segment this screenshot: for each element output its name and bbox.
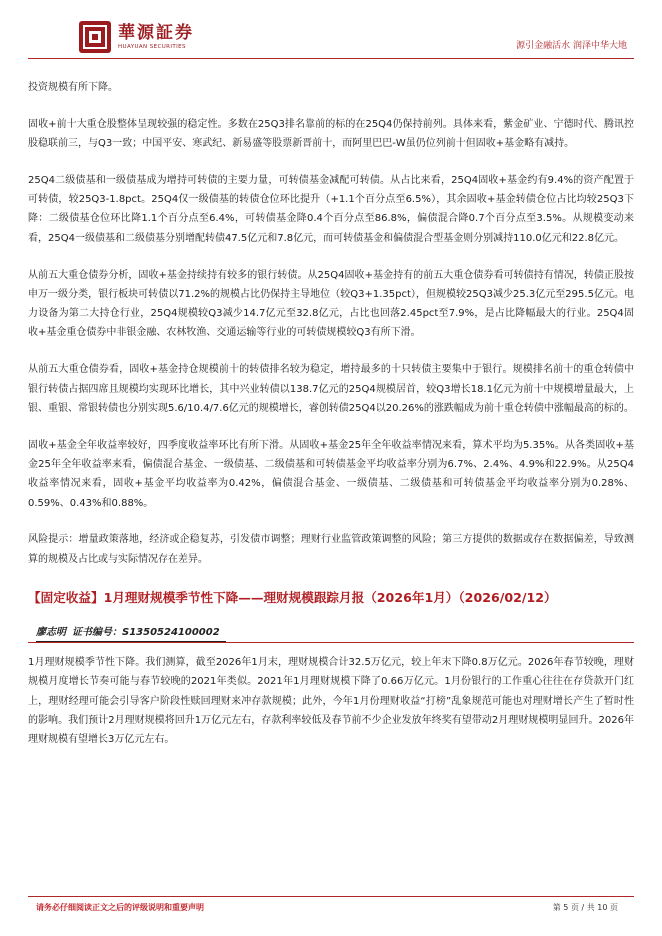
header-slogan: 源引金融活水 润泽中华大地: [516, 41, 627, 51]
page-header: [0, 0, 662, 64]
paragraph-wealth-scale: 1月理财规模季节性下降。我们测算，截至2026年1月末，理财规模合计32.5万亿元，较上年末下降0.8万亿元。2026年春节较晚，理财规模月度增长节奏可能与春节较晚的2021年类似。2021年1月理财规模下降了0.66万亿元。1月份银行的工作重心往往在存贷款开门红上，理财经理可能会引导客户阶段性赎回理财来冲存款规模；此外，今年1月份理财收益“打榜”乱象规范可能也对理财增长产生了暂时性的影响。我们预计2月理财规模将回升1万亿元左右，存款利率较低及春节前不少企业发放年终奖有望带动2月理财规模明显回升。2026年理财规模有望增长3万亿元左右。: [28, 656, 634, 746]
author-name: 廖志明: [36, 626, 66, 638]
logo-mark-icon: [78, 20, 112, 54]
paragraph-convertible-allocation: 25Q4二级债基和一级债基成为增持可转债的主要力量，可转债基金减配可转债。从占比来看，25Q4固收+基金约有9.4%的资产配置于可转债，较25Q3-1.8pct。25Q4仅一级债基的转债仓位环比提升（+1.1个百分点至6.5%），其余固收+基金转债仓位占比均较25Q3下降：二级债基仓位环比降1.1个百分点至6.4%，可转债基金降0.4个百分点至86.8%，偏债混合降0.7个百分点至3.5%。从规模变动来看，25Q4一级债基和二级债基分别增配转债47.5亿元和7.8亿元，而可转债基金和偏债混合型基金则分别减持110.0亿元和22.8亿元。: [28, 174, 634, 244]
header-divider: [28, 58, 634, 59]
paragraph-risk-warning: 风险提示：增量政策落地，经济或企稳复苏，引发债市调整；理财行业监管政策调整的风险；第三方提供的数据或存在数据偏差，导致测算的规模及占比或与实际情况存在差异。: [28, 534, 634, 565]
logo-english-name: HUAYUAN SECURITIES: [118, 43, 186, 50]
page-number: 第 5 页 / 共 10 页: [552, 903, 618, 912]
paragraph-investment-scale: 投资规模有所下降。: [28, 82, 118, 93]
author-cert-label: 证书编号：: [72, 626, 122, 638]
footer-disclaimer: 请务必仔细阅读正文之后的评级说明和重要声明: [36, 903, 204, 912]
author-line: [36, 625, 226, 642]
paragraph-returns: 固收+基金全年收益率较好，四季度收益率环比有所下滑。从固收+基金25年全年收益率情况来看，算术平均为5.35%。从各类固收+基金25年全年收益率来看，偏债混合基金、一级债基、二级债基和可转债基金平均收益率分别为6.7%、2.4%、4.9%和22.9%。从25Q4收益率情况来看，固收+基金平均收益率为0.42%，偏债混合基金、一级债基、二级债基和可转债基金平均收益率分别为0.28%、0.59%、0.43%和0.88%。: [28, 439, 634, 509]
company-logo: [78, 20, 194, 54]
logo-chinese-name: 華源証券: [118, 22, 194, 43]
author-divider: [28, 642, 634, 643]
paragraph-top-stocks: 固收+前十大重仓股整体呈现较强的稳定性。多数在25Q3排名靠前的标的在25Q4仍保持前列。具体来看，紫金矿业、宁德时代、腾讯控股稳联前三，与Q3一致；中国平安、寒武纪、新易盛等股票新晋前十，而阿里巴巴-W虽仍位列前十但固收+基金略有减持。: [28, 118, 634, 150]
section-title: 【固定收益】1月理财规模季节性下降——理财规模跟踪月报（2026年1月）（2026/02/12）: [28, 589, 557, 605]
page-content: [28, 78, 634, 767]
paragraph-top10-convertibles: 从前五大重仓债券看，固收+基金持仓规模前十的转债排名较为稳定，增持最多的十只转债主要集中于银行。规模排名前十的重仓转债中银行转债占据四席且规模均实现环比增长，其中兴业转债以138.7亿元的25Q4规模居首，较Q3增长18.1亿元为前十中规模增量最大，上银、重银、常银转债也分别实现5.6/10.4/7.6亿元的规模增长，睿创转债25Q4以20.26%的涨跌幅成为前十重仓转债中涨幅最高的标的。: [28, 364, 634, 414]
author-cert-number: S1350524100002: [122, 626, 220, 638]
paragraph-top5-bonds: 从前五大重仓债券分析，固收+基金持续持有较多的银行转债。从25Q4固收+基金持有的前五大重仓债券看可转债持有情况，转债正股按申万一级分类，银行板块可转债以71.2%的规模占比仍保持主导地位（较Q3+1.35pct），但规模较25Q3减少25.3亿元至295.5亿元。电力设备为第二大持仓行业，25Q4规模较Q3减少14.7亿元至32.8亿元，占比也回落2.45pct至7.9%，是占比降幅最大的行业。25Q4固收+基金重仓债券中非银金融、农林牧渔、交通运输等行业的可转债规模较Q3有所下滑。: [28, 269, 634, 339]
footer-divider: [28, 896, 634, 897]
